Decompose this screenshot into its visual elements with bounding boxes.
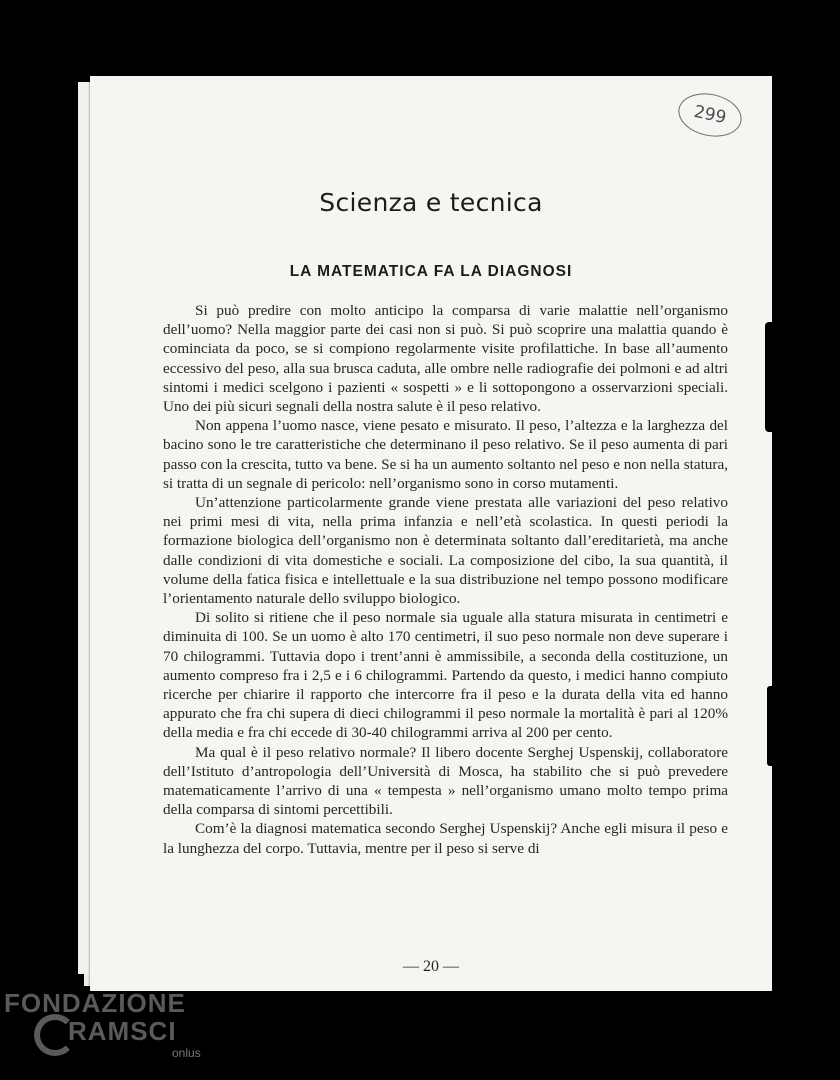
paragraph: Un’attenzione particolarmente grande viene prestata alle variazioni del peso relativo nei primi mesi di vita, nella prima infanzia e nell’età scolastica. In questi periodi la formazione biologica dell’organismo non è determinata soltanto dall’ereditarietà, ma anche dalle condizioni di vita domestiche e sociali. La composizione del cibo, la sua quantità, il volume della fatica fisica e intellettuale e la sua distribuzione nel tempo possono modificare l’orientamento naturale dello sviluppo biologico. [163, 494, 728, 608]
logo-text-line1: FONDAZIONE [4, 988, 186, 1018]
paragraph: Com’è la diagnosi matematica secondo Serghej Uspenskij? Anche egli misura il peso e la lunghezza del corpo. Tuttavia, mentre per il peso si serve di [163, 820, 728, 857]
fondazione-gramsci-watermark-logo [4, 988, 224, 1068]
article-title: LA MATEMATICA FA LA DIAGNOSI [289, 263, 573, 280]
section-title: Scienza e tecnica [319, 188, 543, 217]
logo-text-line2: RAMSCI [68, 1016, 177, 1046]
page-number: — 20 — [403, 958, 459, 975]
paragraph: Ma qual è il peso relativo normale? Il libero docente Serghej Uspenskij, collaboratore dell’Istituto d’antropologia dell’Università di Mosca, ha stabilito che si può prevedere matematicamente l’arrivo di una « tempesta » nell’organismo umano molto tempo prima della comparsa di sintomi percettibili. [163, 743, 728, 819]
paragraph: Si può predire con molto anticipo la comparsa di varie malattie nell’organismo dell’uomo? Nella maggior parte dei casi non si può. Si può scoprire una malattia quando è cominciata da poco, se si compiono regolarmente visite profilattiche. In base all’aumento eccessivo del peso, alla sua brusca caduta, alle ombre nelle radiografie dei polmoni e ad altri sintomi i medici scelgono i pazienti « sospetti » e li sottopongono a osservarzioni speciali. Uno dei più sicuri segnali della nostra salute è il peso relativo. [163, 302, 728, 416]
logo-text-line3: onlus [172, 1046, 201, 1060]
document-page [90, 76, 772, 991]
page-tear [767, 686, 773, 766]
archive-number-stamp: 299 [674, 88, 745, 142]
paragraph: Di solito si ritiene che il peso normale sia uguale alla statura misurata in centimetri e diminuita di 100. Se un uomo è alto 170 centimetri, il suo peso normale non deve superare i 70 chilogrammi. Tuttavia dopo i trent’anni è ammissibile, a seconda della costituzione, un aumento compreso fra i 2,5 e i 6 chilogrammi. Partendo da questo, i medici hanno compiuto ricerche per chiarire il rapporto che intercorre fra il peso e la durata della vita ed hanno appurato che fra chi supera di dieci chilogrammi il peso normale la mortalità è pari al 120% della media e fra chi eccede di 30-40 chilogrammi arriva al 200 per cento. [163, 609, 728, 742]
article-body [163, 301, 728, 858]
paragraph: Non appena l’uomo nasce, viene pesato e misurato. Il peso, l’altezza e la larghezza del bacino sono le tre caratteristiche che determinano il peso relativo. Se il peso aumenta di pari passo con la crescita, tutto va bene. Se si ha un aumento soltanto nel peso e non nella statura, si tratta di un segnale di pericolo: nell’organismo sono in corso mutamenti. [163, 417, 728, 492]
page-tear [765, 322, 773, 432]
